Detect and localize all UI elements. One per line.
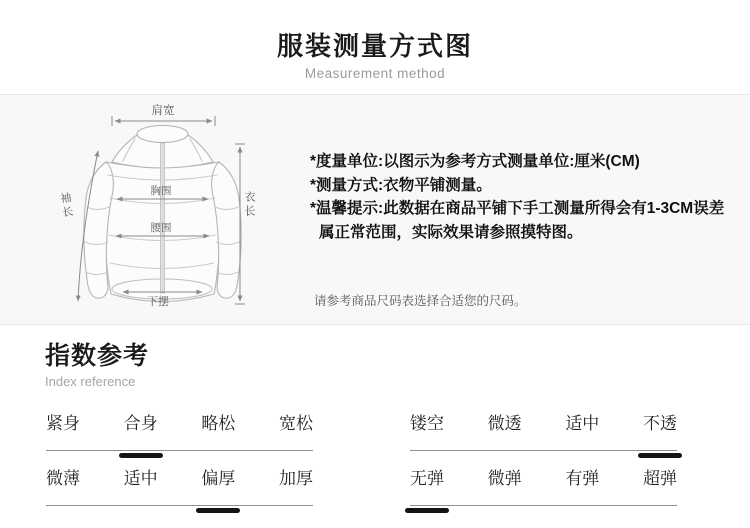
index-option-label: 不透: [642, 414, 677, 433]
note-line: 属正常范围，实际效果请参照摸特图。: [319, 223, 583, 241]
index-title: 指数参考: [45, 342, 150, 370]
index-option: [410, 470, 444, 508]
index-option: [565, 415, 599, 453]
selected-indicator: [119, 453, 163, 458]
selected-indicator: [405, 508, 449, 513]
size-chart-tip: 请参考商品尺码表选择合适您的尺码。: [314, 294, 527, 308]
index-option: [46, 415, 80, 453]
index-option: [488, 470, 522, 508]
chest-label: 胸围: [150, 185, 172, 197]
index-option: [279, 415, 313, 453]
index-subtitle: Index reference: [45, 374, 136, 389]
index-option-label: 略松: [201, 414, 236, 433]
selected-indicator: [638, 453, 682, 458]
index-option-label: 宽松: [278, 414, 313, 433]
waist-label: 腰围: [150, 222, 172, 234]
index-option-label: 微弹: [487, 469, 522, 488]
index-option-label: 加厚: [278, 469, 313, 488]
index-option: [279, 470, 313, 508]
index-row-thickness: [46, 470, 313, 508]
note-line: *测量方式:衣物平铺测量。: [310, 176, 492, 194]
index-option-label: 微透: [487, 414, 522, 433]
index-option: [643, 415, 677, 453]
index-option: [488, 415, 522, 453]
index-grid: [0, 415, 750, 508]
index-option-label: 镂空: [410, 414, 444, 433]
index-section-header: [0, 341, 750, 389]
index-option: [46, 470, 80, 508]
hem-label: 下摆: [147, 296, 169, 308]
page-subtitle: Measurement method: [304, 66, 446, 81]
index-row-fit: [46, 415, 313, 453]
sleeve-length-label: 袖长: [58, 191, 74, 221]
index-option-label: 适中: [123, 469, 158, 488]
note-line: *度量单位:以图示为参考方式测量单位:厘米(CM): [310, 153, 640, 170]
index-option-label: 紧身: [46, 414, 80, 433]
index-option-label: 有弹: [565, 469, 600, 488]
index-option-label: 无弹: [410, 469, 444, 488]
measurement-notes: [310, 150, 724, 244]
measurement-panel: [0, 94, 750, 325]
page-title: 服装测量方式图: [276, 31, 473, 61]
index-option-label: 微薄: [46, 469, 80, 488]
garment-length-label: 衣长: [243, 191, 255, 219]
index-option-label: 合身: [123, 414, 158, 433]
index-row-stretch: [410, 470, 677, 508]
index-option-label: 偏厚: [201, 469, 236, 488]
index-option-label: 适中: [565, 414, 600, 433]
index-option: [410, 415, 444, 453]
index-option: [565, 470, 599, 508]
index-option: [201, 415, 235, 453]
index-option: [124, 415, 158, 453]
note-line: *温馨提示:此数据在商品平铺下手工测量所得会有1-3CM误差: [310, 200, 725, 217]
shoulder-width-label: 肩宽: [151, 105, 175, 117]
page-header: [0, 0, 750, 81]
index-option: [643, 470, 677, 508]
index-row-sheerness: [410, 415, 677, 453]
index-option-label: 超弹: [642, 469, 677, 488]
selected-indicator: [196, 508, 240, 513]
index-option: [124, 470, 158, 508]
index-option: [201, 470, 235, 508]
